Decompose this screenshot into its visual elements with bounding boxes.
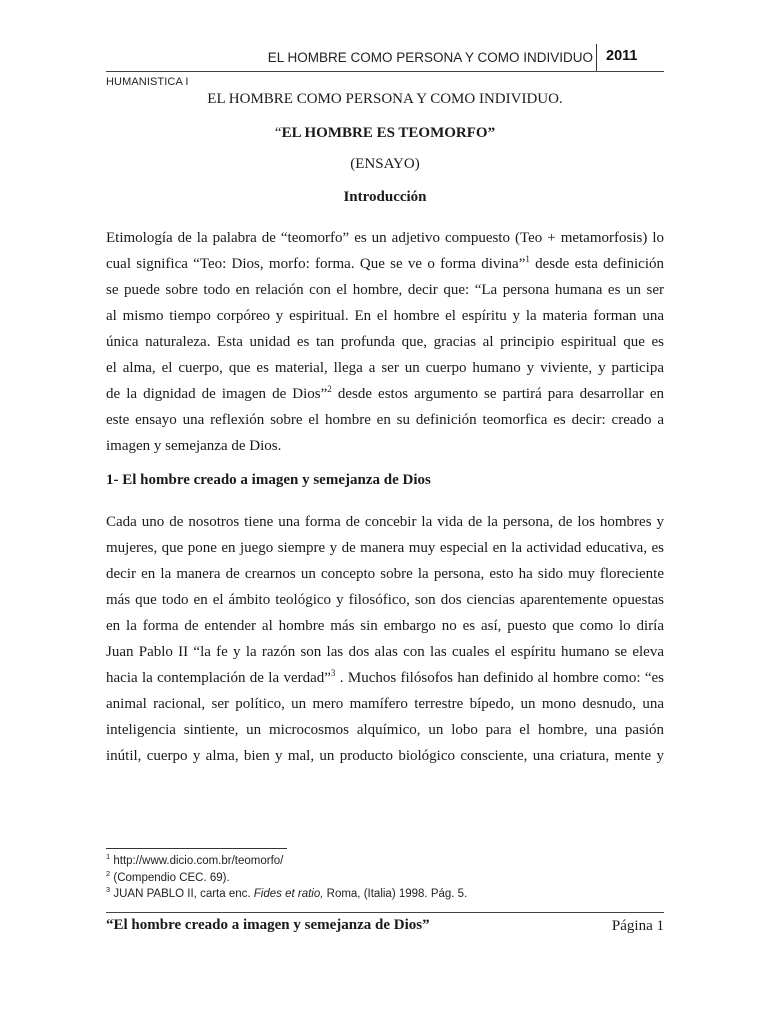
document-genre: (ENSAYO) [350,156,420,172]
paragraph-line: Cada uno de nosotros tiene una forma de concebir la vida de la persona, de los hombres y [106,514,664,530]
paragraph-line: más que todo en el ámbito teológico y filosófico, son dos ciencias aparentemente opuestas [106,592,664,608]
subtitle-text: EL HOMBRE ES TEOMORFO” [281,125,496,141]
paragraph-line: al mismo tiempo corpóreo y espiritual. En el hombre el espíritu y la materia forman una [106,308,664,324]
footnote-ref[interactable]: 3 [330,668,336,678]
footer-rule [106,912,664,913]
paragraph-line: hacia la contemplación de la verdad”$^3$ . Muchos filósofos han definido al hombre como: “es [106,668,664,686]
paragraph-line: este ensayo una reflexión sobre el hombre en su definición teomorfica es decir: creado a [106,412,664,428]
header-year: 2011 [606,48,638,64]
section-paragraph [106,509,664,769]
document-subtitle [106,125,664,142]
header-rule [106,71,664,72]
paragraph-line: cual significa “Teo: Dios, morfo: forma. Que se ve o forma divina”$^1$ desde esta definición [106,254,664,272]
footnote-ref[interactable]: 2 [327,384,332,394]
footnote-1: $^1$ http://www.dicio.com.br/teomorfo/ [106,852,284,867]
paragraph-line: en la forma de entender al hombre más sin embargo no es así, puesto que como lo diría [106,618,664,634]
subtitle-open-quote: “ [274,125,282,141]
paragraph-line: el alma, el cuerpo, que es material, llega a ser un cuerpo humano y viviente, y participa [106,360,664,376]
paragraph-line: Juan Pablo II “la fe y la razón son las dos alas con las cuales el espíritu humano se eleva [106,644,664,660]
footnote-rule [106,848,287,849]
paragraph-line: animal racional, ser político, un mero mamífero terrestre bípedo, un mono desnudo, una [106,696,664,712]
paragraph-line: se puede sobre todo en relación con el hombre, decir que: “La persona humana es un ser [106,282,664,298]
header-divider [596,44,597,72]
footnote-ref[interactable]: 1 [525,254,530,264]
paragraph-line: decir en la manera de crearnos un concepto sobre la persona, esto ha sido muy floreciente [106,566,664,582]
footnote-2: $^2$ (Compendio CEC. 69). [106,869,230,884]
paragraph-line: inteligencia sintiente, un microcosmos alquímico, un lobo para el hombre, una pasión [106,722,664,738]
intro-heading: Introducción [343,189,427,205]
intro-paragraph [106,225,664,459]
footnote-link[interactable]: http://www.dicio.com.br/teomorfo/ [110,855,284,867]
course-label: HUMANISTICA I [106,76,189,88]
page-number: Página 1 [611,918,664,934]
footer-title: “El hombre creado a imagen y semejanza de Dios” [106,917,430,933]
footnote-3: $^3$ JUAN PABLO II, carta enc. Fides et ratio, Roma, (Italia) 1998. Pág. 5. [106,885,468,900]
paragraph-line: inútil, cuerpo y alma, bien y mal, un producto biológico consciente, una criatura, mente y [106,748,664,764]
section-heading: 1- El hombre creado a imagen y semejanza de Dios [106,472,431,488]
paragraph-line: de la dignidad de imagen de Dios”$^2$ desde estos argumento se partirá para desarrollar en [106,384,664,402]
paragraph-line: única naturaleza. Esta unidad es tan profunda que, gracias al principio espiritual que es [106,334,664,350]
running-header-title: EL HOMBRE COMO PERSONA Y COMO INDIVIDUO [267,50,593,65]
document-title: EL HOMBRE COMO PERSONA Y COMO INDIVIDUO. [207,91,563,107]
paragraph-line: Etimología de la palabra de “teomorfo” es un adjetivo compuesto (Teo + metamorfosis) lo [106,230,664,246]
paragraph-line: imagen y semejanza de Dios. [106,438,282,454]
paragraph-line: mujeres, que pone en juego siempre y de manera muy especial en la actividad educativa, es [106,540,664,556]
